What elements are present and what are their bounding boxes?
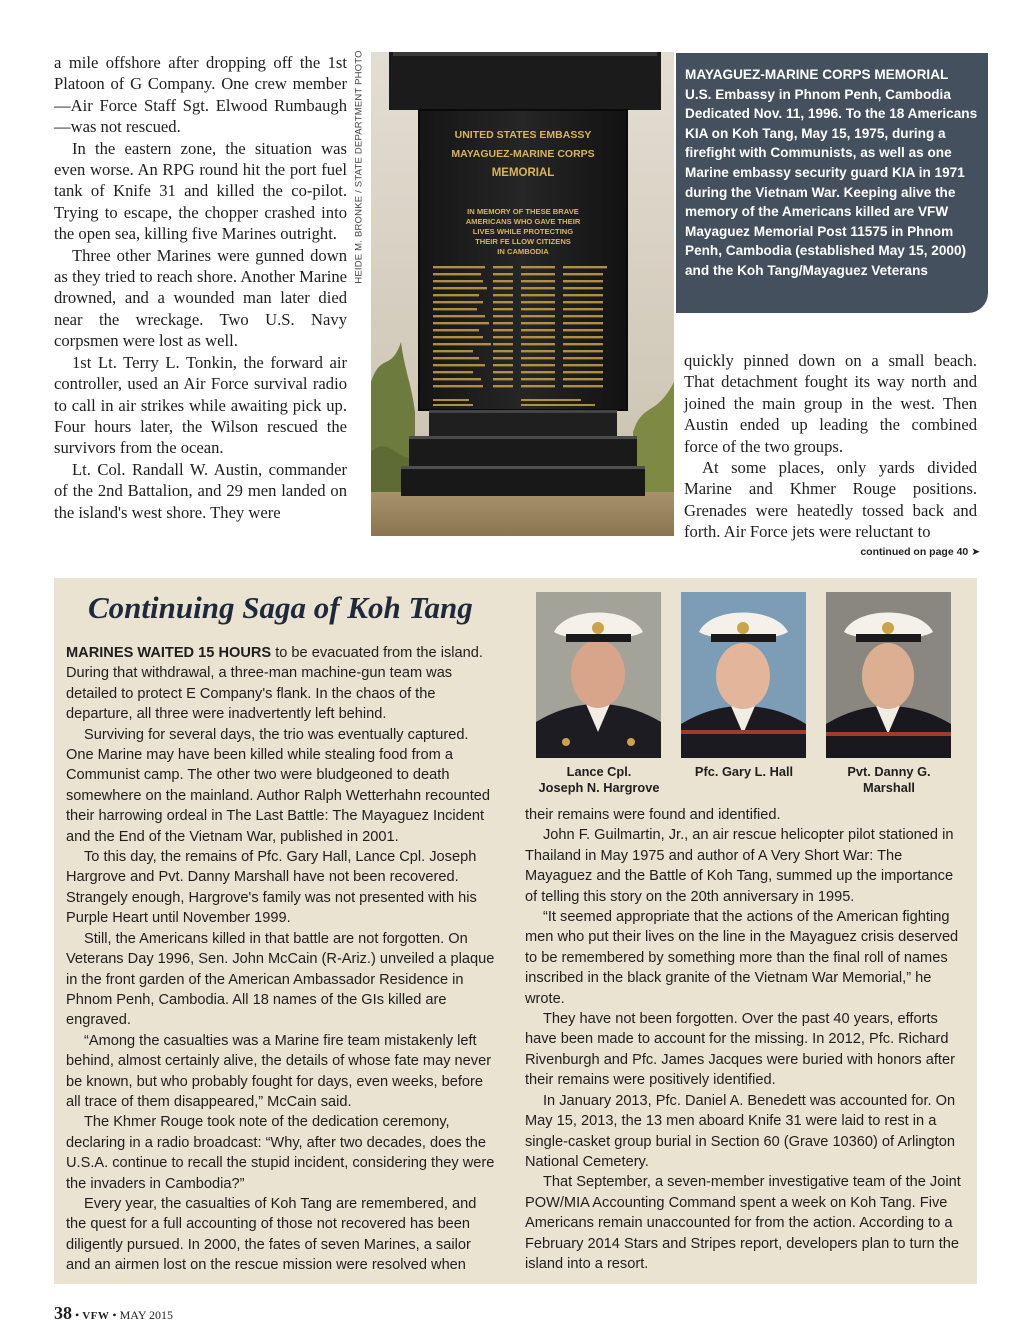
portrait-marshall: [826, 592, 951, 758]
portrait-hall: [681, 592, 806, 758]
marine-portrait-image: [826, 592, 951, 758]
article-right-column: [684, 350, 977, 543]
footer-separator: •: [72, 1308, 83, 1322]
portrait-caption-line: Marshall: [863, 780, 915, 795]
portrait-caption: [669, 764, 819, 780]
page-footer: [54, 1303, 173, 1324]
memorial-dedication-line: LIVES WHILE PROTECTING: [472, 227, 574, 236]
article-paragraph: At some places, only yards divided Marine and Khmer Rouge positions. Grenades were heatedly tossed back and forth. Air Force jets were reluctant to: [684, 458, 977, 542]
sidebar-paragraph: They have not been forgotten. Over the past 40 years, efforts have been made to account for the missing. In 2012, Pfc. Richard Rivenburgh and Pfc. James Jacques were buried with honors after their remains were positively identified.: [525, 1011, 955, 1089]
sidebar-paragraph: In January 2013, Pfc. Daniel A. Benedett was accounted for. On May 15, 2013, the 13 men aboard Knife 31 were laid to rest in a single-casket group burial in Section 60 (Grave 10360) of Arlington National Cemetery.: [525, 1092, 956, 1170]
sidebar-paragraph: [66, 643, 498, 725]
sidebar-paragraph: “Among the casualties was a Marine fire team mistakenly left behind, almost certainly alive, the details of whose fate may never be known, but who probably fought for days, even weeks, before all trace of them disappeared,” McCain said.: [66, 1032, 492, 1110]
memorial-line3: MEMORIAL: [491, 167, 555, 179]
article-paragraph: quickly pinned down on a small beach. That detachment fought its way north and joined the main group in the west. Then Austin ended up leading the combined force of the two groups.: [684, 351, 977, 456]
sidebar-paragraph: The Khmer Rouge took note of the dedication ceremony, declaring in a radio broadcast: “Why, after two decades, does the U.S.A. continue to recall the stupid incident, considering they were the invaders in Cambodia?”: [66, 1114, 495, 1192]
sidebar-lead-in: MARINES WAITED 15 HOURS: [66, 645, 272, 661]
marine-portrait-image: [681, 592, 806, 758]
memorial-dedication-line: IN MEMORY OF THESE BRAVE: [467, 207, 579, 216]
page-number: 38: [54, 1303, 72, 1323]
sidebar-paragraph: their remains were found and identified.: [525, 807, 781, 823]
sidebar-title: Continuing Saga of Koh Tang: [88, 590, 473, 625]
issue-date: MAY 2015: [119, 1308, 174, 1322]
memorial-photo: [371, 52, 674, 536]
article-paragraph: Three other Marines were gunned down as they tried to reach shore. Another Marine drowned, and a wounded man later died near the wreckage. Two U.S. Navy corpsmen were lost as well.: [54, 245, 347, 351]
portrait-caption: [524, 764, 674, 796]
sidebar-paragraph: Surviving for several days, the trio was eventually captured. One Marine may have been killed while stealing food from a Communist camp. The other two were bludgeoned to death somewhere on the mainland. Author Ralph Wetterhahn recounted their harrowing ordeal in The Last Battle: The Mayaguez Incident and the End of the Vietnam War, published in 2001.: [66, 726, 491, 845]
sidebar-right-column: [525, 805, 965, 1274]
marine-portrait-image: [536, 592, 661, 758]
memorial-dedication-line: AMERICANS WHO GAVE THEIR: [465, 217, 581, 226]
sidebar-paragraph: Still, the Americans killed in that battle are not forgotten. On Veterans Day 1996, Sen. John McCain (R-Ariz.) unveiled a plaque in the front garden of the American Ambassador Residence in Phnom Penh, Cambodia. All 18 names of the GIs killed are engraved.: [66, 930, 495, 1029]
footer-separator: •: [109, 1308, 120, 1322]
continued-on-page-link[interactable]: continued on page 40 ➤: [860, 546, 980, 558]
portrait-hargrove: [536, 592, 661, 758]
memorial-dedication-line: IN CAMBODIA: [497, 247, 549, 256]
photo-credit: [349, 52, 369, 282]
sidebar-paragraph: Every year, the casualties of Koh Tang are remembered, and the quest for a full accounting of those not recovered has been diligently pursued. In 2000, the fates of seven Marines, a sailor and an airmen lost on the rescue mission were resolved when: [66, 1195, 477, 1274]
memorial-line1: UNITED STATES EMBASSY: [454, 129, 592, 141]
sidebar-paragraph: To this day, the remains of Pfc. Gary Hall, Lance Cpl. Joseph Hargrove and Pvt. Danny Marshall have not been recovered. Strangely enough, Hargrove's family was not presented with his Purple Heart until November 1999.: [66, 849, 477, 927]
article-paragraph: Lt. Col. Randall W. Austin, commander of the 2nd Battalion, and 29 men landed on the island's west shore. They were: [54, 459, 347, 522]
portrait-caption-line: Pfc. Gary L. Hall: [694, 764, 794, 779]
photo-credit-text: HEIDE M. BRONKE / STATE DEPARTMENT PHOTO: [353, 50, 365, 284]
article-left-column: [54, 52, 347, 523]
photo-caption: [676, 53, 988, 313]
portrait-caption-line: Pvt. Danny G.: [847, 764, 931, 779]
portrait-caption: [814, 764, 964, 796]
magazine-name: VFW: [82, 1310, 110, 1322]
portrait-caption-line: Lance Cpl.: [566, 764, 632, 779]
article-paragraph: In the eastern zone, the situation was even worse. An RPG round hit the port fuel tank of Knife 31 and killed the co-pilot. Trying to escape, the chopper crashed into the open sea, killing five Marines outright.: [54, 138, 347, 244]
sidebar-paragraph: John F. Guilmartin, Jr., an air rescue helicopter pilot stationed in Thailand in May 1975 and author of A Very Short War: The Mayaguez and the Battle of Koh Tang, summed up the importance of telling this story on the 20th anniversary in 1995.: [525, 827, 954, 905]
sidebar-left-column: [66, 643, 498, 1276]
memorial-line2: MAYAGUEZ-MARINE CORPS: [451, 148, 595, 160]
article-paragraph: a mile offshore after dropping off the 1st Platoon of G Company. One crew member—Air Force Staff Sgt. Elwood Rumbaugh—was not rescued.: [54, 53, 347, 137]
portrait-caption-line: Joseph N. Hargrove: [538, 780, 660, 795]
caption-title: MAYAGUEZ-MARINE CORPS MEMORIAL: [685, 67, 949, 82]
memorial-illustration: [371, 52, 674, 536]
sidebar-paragraph: “It seemed appropriate that the actions of the American fighting men who put their lives on the line in the Mayaguez crisis deserved to be remembered by something more than the final roll of names inscribed in the black granite of the Vietnam War Memorial,” he wrote.: [525, 909, 959, 1007]
article-paragraph: 1st Lt. Terry L. Tonkin, the forward air controller, used an Air Force survival radio to call in air strikes while awaiting pick up. Four hours later, the Wilson rescued the survivors from the ocean.: [54, 352, 347, 458]
sidebar-paragraph-text: to be evacuated from the island. During that withdrawal, a three-man machine-gun team was detailed to protect E Company's flank. In the chaos of the departure, all three were inadvertently left behind.: [66, 645, 483, 723]
caption-text: U.S. Embassy in Phnom Penh, Cambodia Dedicated Nov. 11, 1996. To the 18 Americans KIA on Koh Tang, May 15, 1975, during a firefight with Communists, as well as one Marine embassy security guard KIA in 1971 during the Vietnam War. Keeping alive the memory of the Americans killed are VFW Mayaguez Memorial Post 11575 in Phnom Penh, Cambodia (established May 15, 2000) and the Koh Tang/Mayaguez Veterans: [685, 86, 978, 278]
memorial-dedication-line: THEIR FE LLOW CITIZENS: [475, 237, 571, 246]
sidebar-paragraph: That September, a seven-member investigative team of the Joint POW/MIA Accounting Command spent a week on Koh Tang. Five Americans remain unaccounted for from the action. According to a February 2014 Stars and Stripes report, developers plan to turn the island into a resort.: [525, 1174, 961, 1272]
